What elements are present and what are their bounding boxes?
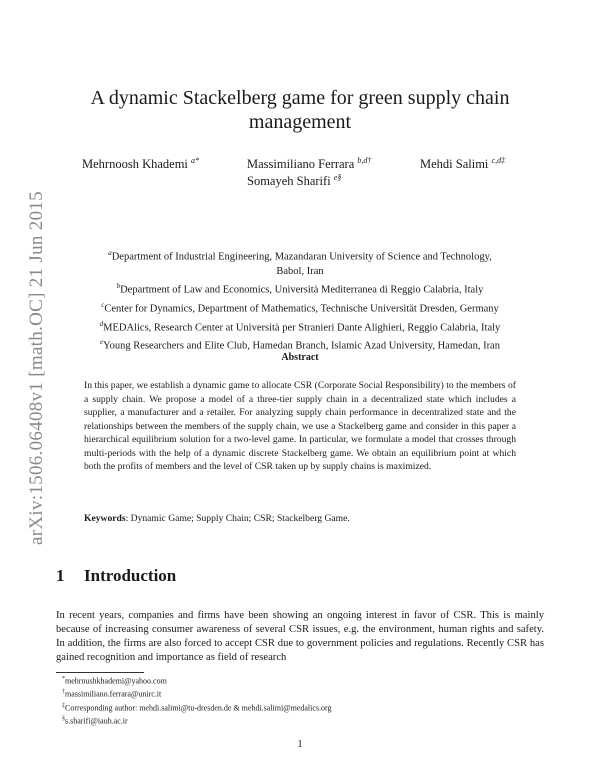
arxiv-stamp — [20, 178, 54, 558]
affiliation-c: $^c$Center for Dynamics, Department of Mathematics, Technische Universität Dresden, Germany — [101, 300, 499, 315]
affiliation-d: $^d$MEDAlics, Research Center at Università per Stranieri Dante Alighieri, Reggio Calabria, Italy — [99, 319, 501, 334]
footnote-4: §s.sharifi@iauh.ac.ir — [62, 716, 128, 727]
affiliation-b: $^b$Department of Law and Economics, Università Mediterranea di Reggio Calabria, Italy — [116, 282, 484, 296]
affiliation-a: $^a$Department of Industrial Engineering, Mazandaran University of Science and Technology, — [108, 249, 492, 263]
author-3: Mehdi Salimi $^{c,d\ddagger}$ — [420, 156, 506, 172]
author-4: Somayeh Sharifi $^{e\S}$ — [247, 173, 342, 189]
footnote-rule — [56, 672, 144, 673]
keywords-label: Keywords — [84, 513, 126, 524]
keywords-list: : Dynamic Game; Supply Chain; CSR; Stackelberg Game. — [125, 513, 350, 524]
affiliation-a-cont: Babol, Iran — [276, 265, 324, 277]
footnote-1: *mehrnushkhademi@yahoo.com — [62, 676, 167, 686]
intro-paragraph: In recent years, companies and firms have been showing an ongoing interest in favor of CSR. This is mainly because of increasing consumer awareness of several CSR issues, e.g. the environment, human rights and safety. In addition, the firms are also forced to accept CSR due to government policies and regulations. Recently CSR has gained recognition and importance as field of research — [56, 610, 544, 663]
arxiv-stamp-text: arXiv:1506.06408v1 [math.OC] 21 Jun 2015 — [26, 191, 47, 545]
paper-title: A dynamic Stackelberg game for green supply chain management — [90, 87, 510, 133]
footnotes — [62, 674, 332, 728]
section-title: Introduction — [84, 566, 177, 585]
affiliation-e: $^e$Young Researchers and Elite Club, Hamedan Branch, Islamic Azad University, Hamedan, Iran — [100, 338, 500, 352]
page-number: 1 — [297, 739, 303, 750]
keywords — [84, 513, 516, 524]
author-2: Massimiliano Ferrara $^{b,d\dagger}$ — [247, 156, 372, 172]
section-number: 1 — [56, 566, 65, 585]
author-1: Mehrnoosh Khademi $^{a*}$ — [82, 156, 200, 172]
footnote-3: ‡Corresponding author: mehdi.salimi@tu-dresden.de & mehdi.salimi@medalics.org — [62, 702, 332, 713]
abstract-heading: Abstract — [281, 352, 319, 363]
footnote-2: †massimiliano.ferrara@unirc.it — [62, 689, 162, 700]
section-heading — [56, 566, 176, 586]
affiliations — [60, 246, 540, 354]
abstract-text: In this paper, we establish a dynamic game to allocate CSR (Corporate Social Responsibility) to the members of a supply chain. We propose a model of a three-tier supply chain in a decentralized state which includes a supplier, a manufacturer and a retailer. For analyzing supply chain performance in decentralized state and the relationships between the members of the supply chain, we use a Stackelberg game and consider in this paper a hierarchical equilibrium solution for a two-level game. In particular, we formulate a model that crosses through multi-periods with the help of a dynamic discrete Stackelberg game. We obtain an equilibrium point at which both the profits of members and the level of CSR taken up by supply chains is maximized. — [84, 380, 516, 472]
